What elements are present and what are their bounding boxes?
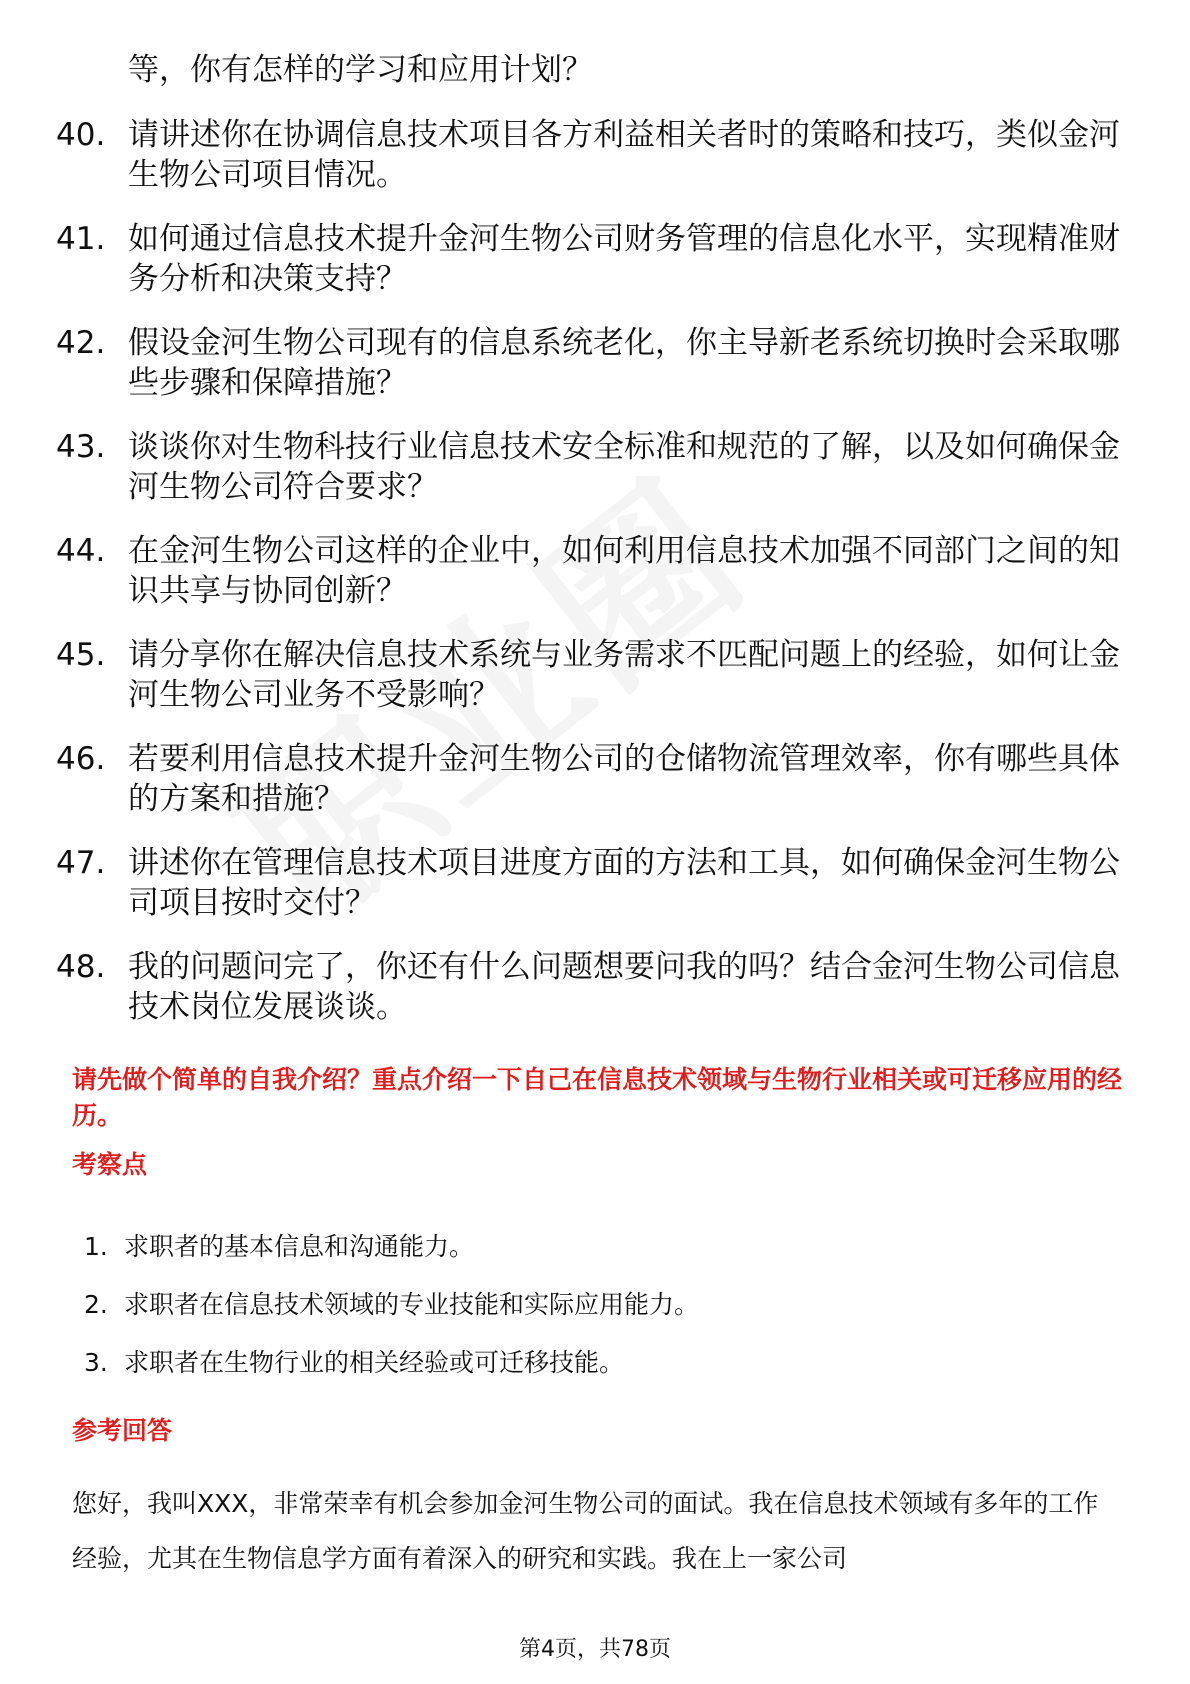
point-number: 2. [84, 1290, 108, 1319]
question-item [56, 739, 1136, 819]
page-footer: 第4页，共78页 [519, 1637, 671, 1662]
point-text: 求职者的基本信息和沟通能力。 [124, 1232, 475, 1261]
point-item [84, 1288, 1084, 1322]
question-text: 请讲述你在协调信息技术项目各方利益相关者时的策略和技巧，类似金河生物公司项目情况。 [128, 117, 1120, 193]
question-text: 请分享你在解决信息技术系统与业务需求不匹配问题上的经验，如何让金河生物公司业务不受影响？ [128, 637, 1120, 713]
question-text: 若要利用信息技术提升金河生物公司的仓储物流管理效率，你有哪些具体的方案和措施？ [128, 741, 1120, 817]
featured-question: 请先做个简单的自我介绍？重点介绍一下自己在信息技术领域与生物行业相关或可迁移应用的经历。 [72, 1065, 1123, 1130]
question-number: 40. [56, 117, 106, 153]
point-item [84, 1346, 1084, 1380]
question-number: 46. [56, 741, 106, 777]
question-item [56, 115, 1136, 195]
question-item [56, 219, 1136, 299]
point-number: 1. [84, 1232, 108, 1261]
point-text: 求职者在信息技术领域的专业技能和实际应用能力。 [124, 1290, 700, 1319]
answer-heading: 参考回答 [72, 1416, 173, 1445]
question-list [56, 115, 1136, 1051]
question-text: 在金河生物公司这样的企业中，如何利用信息技术加强不同部门之间的知识共享与协同创新？ [128, 533, 1120, 609]
question-continuation: 等，你有怎样的学习和应用计划？ [128, 52, 593, 88]
question-item [56, 843, 1136, 923]
points-list [84, 1230, 1084, 1404]
question-item [56, 947, 1136, 1027]
question-number: 48. [56, 949, 106, 985]
question-number: 41. [56, 221, 106, 257]
question-number: 47. [56, 845, 106, 881]
question-number: 43. [56, 429, 106, 465]
point-item [84, 1230, 1084, 1264]
question-number: 44. [56, 533, 106, 569]
question-text: 假设金河生物公司现有的信息系统老化，你主导新老系统切换时会采取哪些步骤和保障措施？ [128, 325, 1120, 401]
point-text: 求职者在生物行业的相关经验或可迁移技能。 [124, 1348, 625, 1377]
question-item [56, 531, 1136, 611]
question-text: 讲述你在管理信息技术项目进度方面的方法和工具，如何确保金河生物公司项目按时交付？ [128, 845, 1120, 921]
question-text: 如何通过信息技术提升金河生物公司财务管理的信息化水平，实现精准财务分析和决策支持？ [128, 221, 1120, 297]
question-item [56, 635, 1136, 715]
point-number: 3. [84, 1348, 108, 1377]
question-item [56, 427, 1136, 507]
question-text: 我的问题问完了，你还有什么问题想要问我的吗？结合金河生物公司信息技术岗位发展谈谈。 [128, 949, 1120, 1025]
points-heading: 考察点 [72, 1150, 148, 1179]
question-number: 45. [56, 637, 106, 673]
question-item [56, 323, 1136, 403]
answer-text: 您好，我叫XXX，非常荣幸有机会参加金河生物公司的面试。我在信息技术领域有多年的工作经验，尤其在生物信息学方面有着深入的研究和实践。我在上一家公司 [72, 1489, 1099, 1573]
question-text: 谈谈你对生物科技行业信息技术安全标准和规范的了解，以及如何确保金河生物公司符合要求？ [128, 429, 1120, 505]
question-number: 42. [56, 325, 106, 361]
